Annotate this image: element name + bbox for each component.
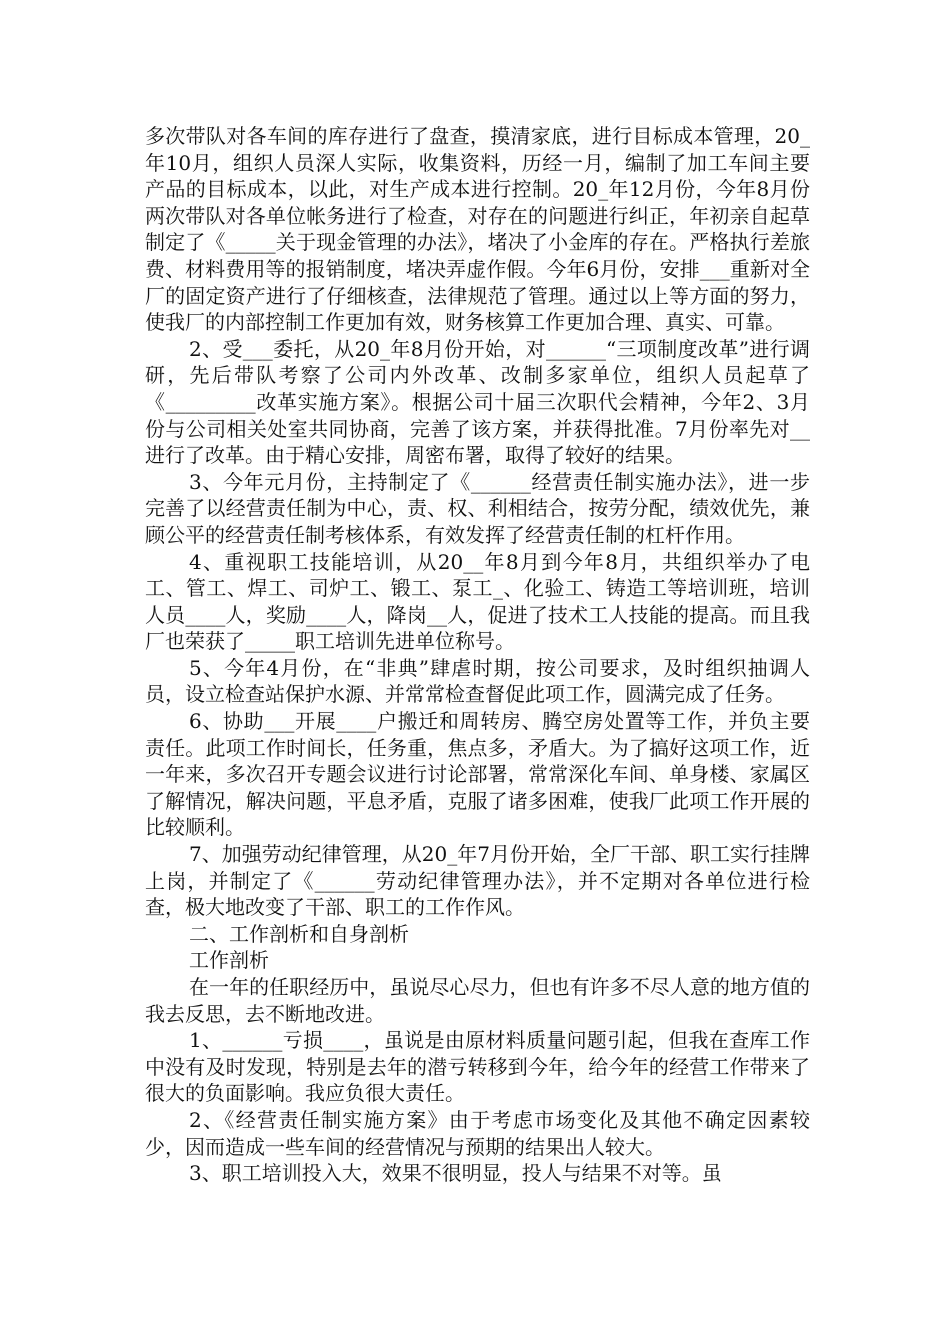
subsection-heading: 工作剖析 bbox=[189, 948, 269, 973]
paragraph-item-6: 6、协助___开展____户搬迁和周转房、腾空房处置等工作，并负主要责任。此项工作时间长，任务重，焦点多，矛盾大。为了搞好这项工作，近一年来，多次召开专题会议进行讨论部署，常常深化车间、单身楼、家属区了解情况，解决问题，平息矛盾，克服了诸多困难，使我厂此项工作开展的比较顺利。 bbox=[145, 709, 810, 840]
paragraph-analysis-3: 3、职工培训投入大，效果不很明显，投人与结果不对等。虽 bbox=[189, 1161, 722, 1186]
paragraph-analysis-2: 2、《经营责任制实施方案》由于考虑市场变化及其他不确定因素较少，因而造成一些车间的经营情况与预期的结果出人较大。 bbox=[145, 1107, 810, 1159]
paragraph-item-7: 7、加强劳动纪律管理，从20_年7月份开始，全厂干部、职工实行挂牌上岗，并制定了《______劳动纪律管理办法》，并不定期对各单位进行检查，极大地改变了干部、职工的工作作风。 bbox=[145, 842, 810, 920]
paragraph-item-5: 5、今年4月份，在“非典”肆虐时期，按公司要求，及时组织抽调人员，设立检查站保护水源、并常常检查督促此项工作，圆满完成了任务。 bbox=[145, 655, 810, 707]
section-heading: 二、工作剖析和自身剖析 bbox=[189, 921, 409, 946]
paragraph-item-3: 3、今年元月份，主持制定了《______经营责任制实施办法》，进一步完善了以经营责任制为中心，责、权、利相结合，按劳分配，绩效优先，兼顾公平的经营责任制考核体系，有效发挥了经营责任制的杠杆作用。 bbox=[145, 469, 810, 547]
paragraph-continuation: 多次带队对各车间的库存进行了盘查，摸清家底，进行目标成本管理，20_年10月，组织人员深人实际，收集资料，历经一月，编制了加工车间主要产品的目标成本，以此，对生产成本进行控制。20_年12月份，今年8月份两次带队对各单位帐务进行了检查，对存在的问题进行纠正，年初亲自起草制定了《_____关于现金管理的办法》，堵决了小金库的存在。严格执行差旅费、材料费用等的报销制度，堵决弄虚作假。今年6月份，安排___重新对全厂的固定资产进行了仔细核查，法律规范了管理。通过以上等方面的努力，使我厂的内部控制工作更加有效，财务核算工作更加合理、真实、可靠。 bbox=[145, 124, 810, 335]
paragraph-item-4: 4、重视职工技能培训，从20__年8月到今年8月，共组织举办了电工、管工、焊工、司炉工、锻工、泵工_、化验工、铸造工等培训班，培训人员____人，奖励____人，降岗__人，促进了技术工人技能的提高。而且我厂也荣获了_____职工培训先进单位称号。 bbox=[145, 549, 810, 654]
paragraph-analysis-1: 1、______亏损____，虽说是由原材料质量问题引起，但我在查库工作中没有及时发现，特别是去年的潜亏转移到今年，给今年的经营工作带来了很大的负面影响。我应负很大责任。 bbox=[145, 1028, 810, 1106]
paragraph-item-2: 2、受___委托，从20_年8月份开始，对______“三项制度改革”进行调研，先后带队考察了公司内外改革、改制多家单位，组织人员起草了《_________改革实施方案》。根据公司十届三次职代会精神，今年2、3月份与公司相关处室共同协商，完善了该方案，并获得批准。7月份率先对__进行了改革。由于精心安排，周密布署，取得了较好的结果。 bbox=[145, 336, 810, 468]
paragraph-intro: 在一年的任职经历中，虽说尽心尽力，但也有许多不尽人意的地方值的我去反思，去不断地改进。 bbox=[145, 975, 810, 1026]
document-body bbox=[145, 123, 810, 1187]
